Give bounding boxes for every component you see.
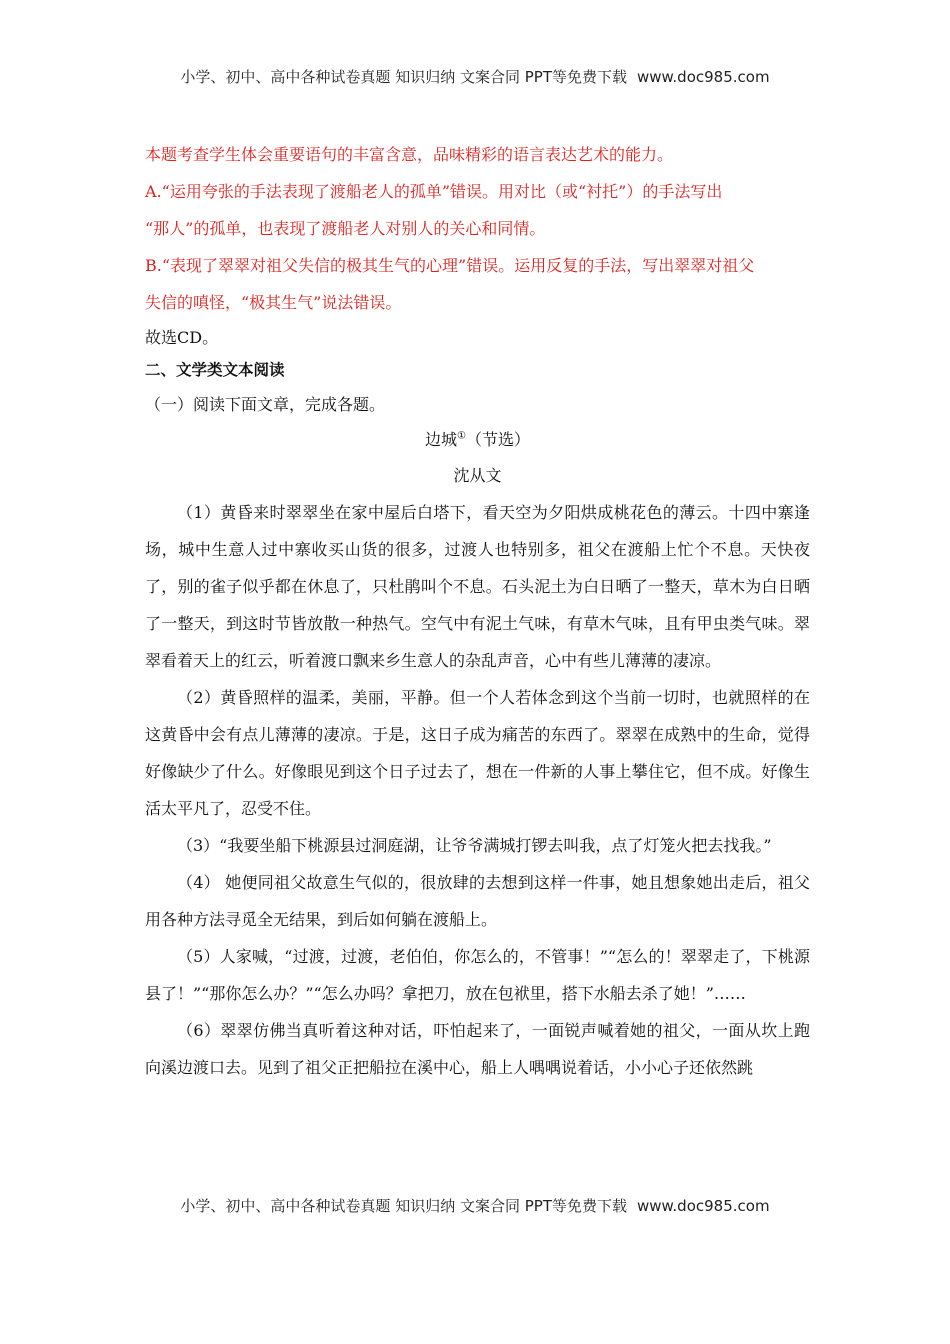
- article-author: 沈从文: [453, 466, 502, 485]
- paragraph-4: （4） 她便同祖父故意生气似的，很放肆的去想到这样一件事，她且想象她出走后，祖父用各种方法寻觅全无结果，到后如何躺在渡船上。: [145, 873, 810, 929]
- title-suffix: （节选）: [465, 430, 530, 449]
- page-footer: [0, 1195, 950, 1216]
- answer-intro: 本题考查学生体会重要语句的丰富含意，品味精彩的语言表达艺术的能力。: [145, 145, 674, 164]
- answer-b-line1: B.“表现了翠翠对祖父失信的极其生气的心理”错误。运用反复的手法，写出翠翠对祖父: [145, 256, 755, 275]
- page-header: [0, 66, 950, 87]
- section-instruction: （一）阅读下面文章，完成各题。: [145, 395, 386, 414]
- header-url[interactable]: www.doc985.com: [636, 68, 770, 86]
- answer-a-line1: A.“运用夸张的手法表现了渡船老人的孤单”错误。用对比（或“衬托”）的手法写出: [145, 182, 723, 201]
- footnote-marker: ①: [457, 430, 466, 442]
- answer-b-line2: 失信的嗔怪，“极其生气”说法错误。: [145, 293, 402, 312]
- paragraph-3: （3）“我要坐船下桃源县过洞庭湖，让爷爷满城打锣去叫我，点了灯笼火把去找我。”: [177, 836, 772, 855]
- paragraph-2: （2）黄昏照样的温柔，美丽，平静。但一个人若体念到这个当前一切时，也就照样的在这黄昏中会有点儿薄薄的凄凉。于是，这日子成为痛苦的东西了。翠翠在成熟中的生命，觉得好像缺少了什么。好像眼见到这个日子过去了，想在一件新的人事上攀住它，但不成。好像生活太平凡了，忍受不住。: [145, 688, 810, 818]
- paragraph-1: （1）黄昏来时翠翠坐在家中屋后白塔下，看天空为夕阳烘成桃花色的薄云。十四中寨逢场，城中生意人过中寨收买山货的很多，过渡人也特别多，祖父在渡船上忙个不息。天快夜了，别的雀子似乎都在休息了，只杜鹃叫个不息。石头泥土为白日晒了一整天，草木为白日晒了一整天，到这时节皆放散一种热气。空气中有泥土气味，有草木气味，且有甲虫类气味。翠翠看着天上的红云，听着渡口飘来乡生意人的杂乱声音，心中有些儿薄薄的凄凉。: [145, 503, 810, 670]
- answer-choice: 故选CD。: [145, 328, 219, 347]
- answer-a-line2: “那人”的孤单，也表现了渡船老人对别人的关心和同情。: [145, 219, 546, 238]
- section-heading: 二、文学类文本阅读: [145, 361, 285, 379]
- article-title: [145, 422, 810, 458]
- footer-text: 小学、初中、高中各种试卷真题 知识归纳 文案合同 PPT等免费下载: [180, 1197, 627, 1215]
- paragraph-6: （6）翠翠仿佛当真听着这种对话，吓怕起来了，一面锐声喊着她的祖父，一面从坎上跑向溪边渡口去。见到了祖父正把船拉在溪中心，船上人喁喁说着话，小小心子还依然跳: [145, 1021, 810, 1077]
- header-text: 小学、初中、高中各种试卷真题 知识归纳 文案合同 PPT等免费下载: [180, 68, 627, 86]
- page-content: [145, 136, 810, 1086]
- footer-url[interactable]: www.doc985.com: [636, 1197, 770, 1215]
- title-text: 边城: [425, 430, 458, 449]
- paragraph-5: （5）人家喊，“过渡，过渡，老伯伯，你怎么的，不管事！”“怎么的！翠翠走了，下桃源县了！”“那你怎么办？”“怎么办吗？拿把刀，放在包袱里，搭下水船去杀了她！”……: [145, 947, 810, 1003]
